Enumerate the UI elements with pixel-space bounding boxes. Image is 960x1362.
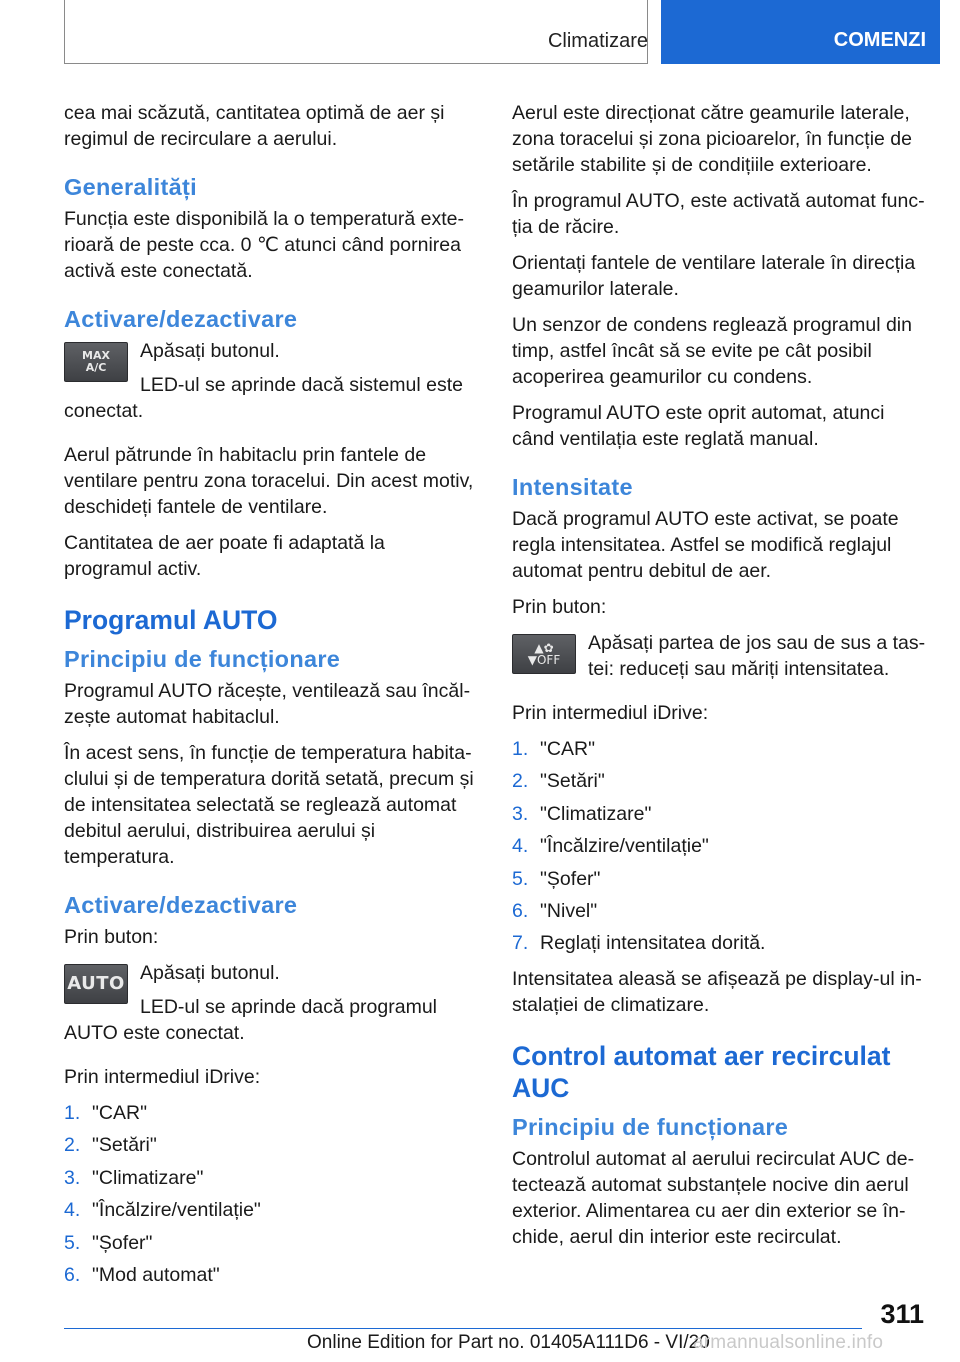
list-item bbox=[512, 866, 926, 892]
idrive-steps-list bbox=[64, 1100, 478, 1288]
prin-buton-text: Prin buton: bbox=[512, 596, 607, 618]
step-number: 7. bbox=[512, 932, 529, 955]
step-text: "Setări" bbox=[540, 770, 605, 793]
maxac-icon-bottom: A/C bbox=[85, 361, 107, 374]
list-item bbox=[512, 736, 926, 762]
principiu-heading: Principiu de funcționare bbox=[64, 646, 341, 672]
list-item bbox=[64, 1132, 478, 1158]
maxac-press-text: Apăsați butonul. bbox=[140, 340, 280, 362]
principiu-paragraph-2: În acest sens, în funcție de temperatura habitaclului și de temperatura dorită setată, precum și de intensitatea selectată se reglează automat debitul aerului, distribuirea aerului și temperatura. bbox=[64, 742, 474, 868]
list-item bbox=[512, 768, 926, 794]
activare-heading: Activare/dezactivare bbox=[64, 306, 298, 332]
maxac-led-text: LED-ul se aprinde dacă sistemul este conectat. bbox=[64, 374, 463, 422]
step-text: "Nivel" bbox=[540, 899, 598, 922]
right-column bbox=[512, 100, 926, 1260]
step-number: 5. bbox=[512, 867, 529, 890]
idrive-steps-list bbox=[512, 736, 926, 956]
header-section-title: Climatizare bbox=[547, 30, 648, 52]
page-number: 311 bbox=[880, 1299, 924, 1329]
step-text: Reglați intensitatea dorită. bbox=[540, 932, 766, 955]
auc-paragraph: Controlul automat al aerului recirculat AUC detectează automat substanțele nocive din aerul exterior. Alimentarea cu aer din exterior se închide, aerul din interior este recirculat. bbox=[512, 1148, 915, 1249]
step-number: 6. bbox=[512, 899, 529, 922]
step-number: 4. bbox=[512, 835, 529, 858]
list-item bbox=[512, 833, 926, 859]
footer-edition: Online Edition for Part no. 01405A111D6 - VI/20 bbox=[307, 1332, 710, 1353]
step-text: "CAR" bbox=[92, 1102, 148, 1124]
header-chapter-tab[interactable] bbox=[661, 0, 940, 64]
stopped-paragraph: Programul AUTO este oprit automat, atunci când ventilația este reglată manual. bbox=[512, 402, 885, 450]
list-item bbox=[512, 898, 926, 924]
maxac-button-icon bbox=[64, 342, 128, 382]
auto-button-icon bbox=[64, 964, 128, 1004]
orient-paragraph: Orientați fantele de ventilare laterale în direcția geamurilor laterale. bbox=[512, 252, 916, 300]
list-item bbox=[64, 1262, 478, 1288]
step-text: "CAR" bbox=[540, 738, 596, 760]
air-paragraph: Aerul pătrunde în habitaclu prin fantele de ventilare pentru zona toracelui. Din acest motiv, deschideți fantele de ventilare. bbox=[64, 444, 474, 518]
step-text: "Mod automat" bbox=[92, 1263, 220, 1286]
header-chapter-label: COMENZI bbox=[833, 29, 926, 51]
list-item bbox=[64, 1165, 478, 1191]
fan-icon-top: ▲✿ bbox=[534, 641, 554, 655]
cooling-paragraph: În programul AUTO, este activată automat funcția de răcire. bbox=[512, 190, 925, 238]
auto-button-row bbox=[64, 960, 478, 1054]
list-item bbox=[64, 1100, 478, 1126]
fan-button-row bbox=[512, 630, 926, 690]
step-number: 6. bbox=[64, 1263, 81, 1286]
step-number: 2. bbox=[512, 770, 529, 793]
step-number: 4. bbox=[64, 1199, 81, 1222]
step-text: "Setări" bbox=[92, 1134, 157, 1157]
step-number: 1. bbox=[64, 1102, 81, 1124]
step-text: "Șofer" bbox=[92, 1231, 153, 1254]
step-number: 5. bbox=[64, 1231, 81, 1254]
activare-auto-heading: Activare/dezactivare bbox=[64, 892, 298, 918]
list-item bbox=[64, 1197, 478, 1223]
step-text: "Climatizare" bbox=[92, 1166, 204, 1189]
footer-divider bbox=[64, 1328, 862, 1329]
fan-icon-bottom: ▼OFF bbox=[527, 653, 561, 667]
intensitate-paragraph: Dacă programul AUTO este activat, se poate regla intensitatea. Astfel se modifică reglajul automat pentru debitul de aer. bbox=[512, 508, 899, 582]
idrive-intro: Prin intermediul iDrive: bbox=[512, 702, 709, 724]
intro-paragraph: cea mai scăzută, cantitatea optimă de aer și regimul de recirculare a aerului. bbox=[64, 102, 445, 150]
step-text: "Încălzire/ventilație" bbox=[92, 1199, 261, 1222]
step-number: 2. bbox=[64, 1134, 81, 1157]
maxac-icon-top: MAX bbox=[82, 349, 110, 362]
auto-press-text: Apăsați butonul. bbox=[140, 962, 280, 984]
auto-program-heading: Programul AUTO bbox=[64, 605, 278, 635]
step-number: 3. bbox=[64, 1166, 81, 1189]
step-text: "Climatizare" bbox=[540, 802, 652, 825]
list-item bbox=[512, 930, 926, 956]
idrive-intro: Prin intermediul iDrive: bbox=[64, 1066, 261, 1088]
fan-button-icon bbox=[512, 634, 576, 674]
auc-principiu-heading: Principiu de funcționare bbox=[512, 1114, 789, 1141]
sensor-paragraph: Un senzor de condens reglează programul din timp, astfel încât să se evite pe cât posibil acoperirea geamurilor cu condens. bbox=[512, 314, 912, 388]
generalitati-heading: Generalități bbox=[64, 174, 197, 200]
intensitate-heading: Intensitate bbox=[512, 474, 633, 500]
auc-heading: Control automat aer recirculat AUC bbox=[512, 1041, 891, 1104]
step-text: "Șofer" bbox=[540, 867, 601, 890]
prin-buton-text: Prin buton: bbox=[64, 926, 159, 948]
left-column bbox=[64, 100, 478, 1298]
step-text: "Încălzire/ventilație" bbox=[540, 835, 709, 858]
principiu-paragraph-1: Programul AUTO răcește, ventilează sau încălzește automat habitaclul. bbox=[64, 680, 471, 728]
maxac-button-row bbox=[64, 338, 478, 432]
display-paragraph: Intensitatea aleasă se afișează pe display-ul instalației de climatizare. bbox=[512, 968, 922, 1017]
list-item bbox=[64, 1230, 478, 1256]
auto-icon-label: AUTO bbox=[67, 973, 125, 994]
air-direction-paragraph: Aerul este direcționat către geamurile laterale, zona toracelui și zona picioarelor, în funcție de setările stabilite și de condițiile exterioare. bbox=[512, 102, 912, 176]
step-number: 3. bbox=[512, 802, 529, 825]
auto-led-text: LED-ul se aprinde dacă programul AUTO este conectat. bbox=[64, 996, 437, 1044]
list-item bbox=[512, 801, 926, 827]
step-number: 1. bbox=[512, 738, 529, 760]
watermark-text: armannualsonline.info bbox=[693, 1332, 884, 1353]
air-amount-paragraph: Cantitatea de aer poate fi adaptată la programul activ. bbox=[64, 532, 385, 580]
generalitati-paragraph: Funcția este disponibilă la o temperatură exterioară de peste cca. 0 ℃ atunci când pornirea activă este conectată. bbox=[64, 208, 464, 282]
fan-press-text: Apăsați partea de jos sau de sus a tastei: reduceți sau măriți intensitatea. bbox=[588, 632, 926, 680]
